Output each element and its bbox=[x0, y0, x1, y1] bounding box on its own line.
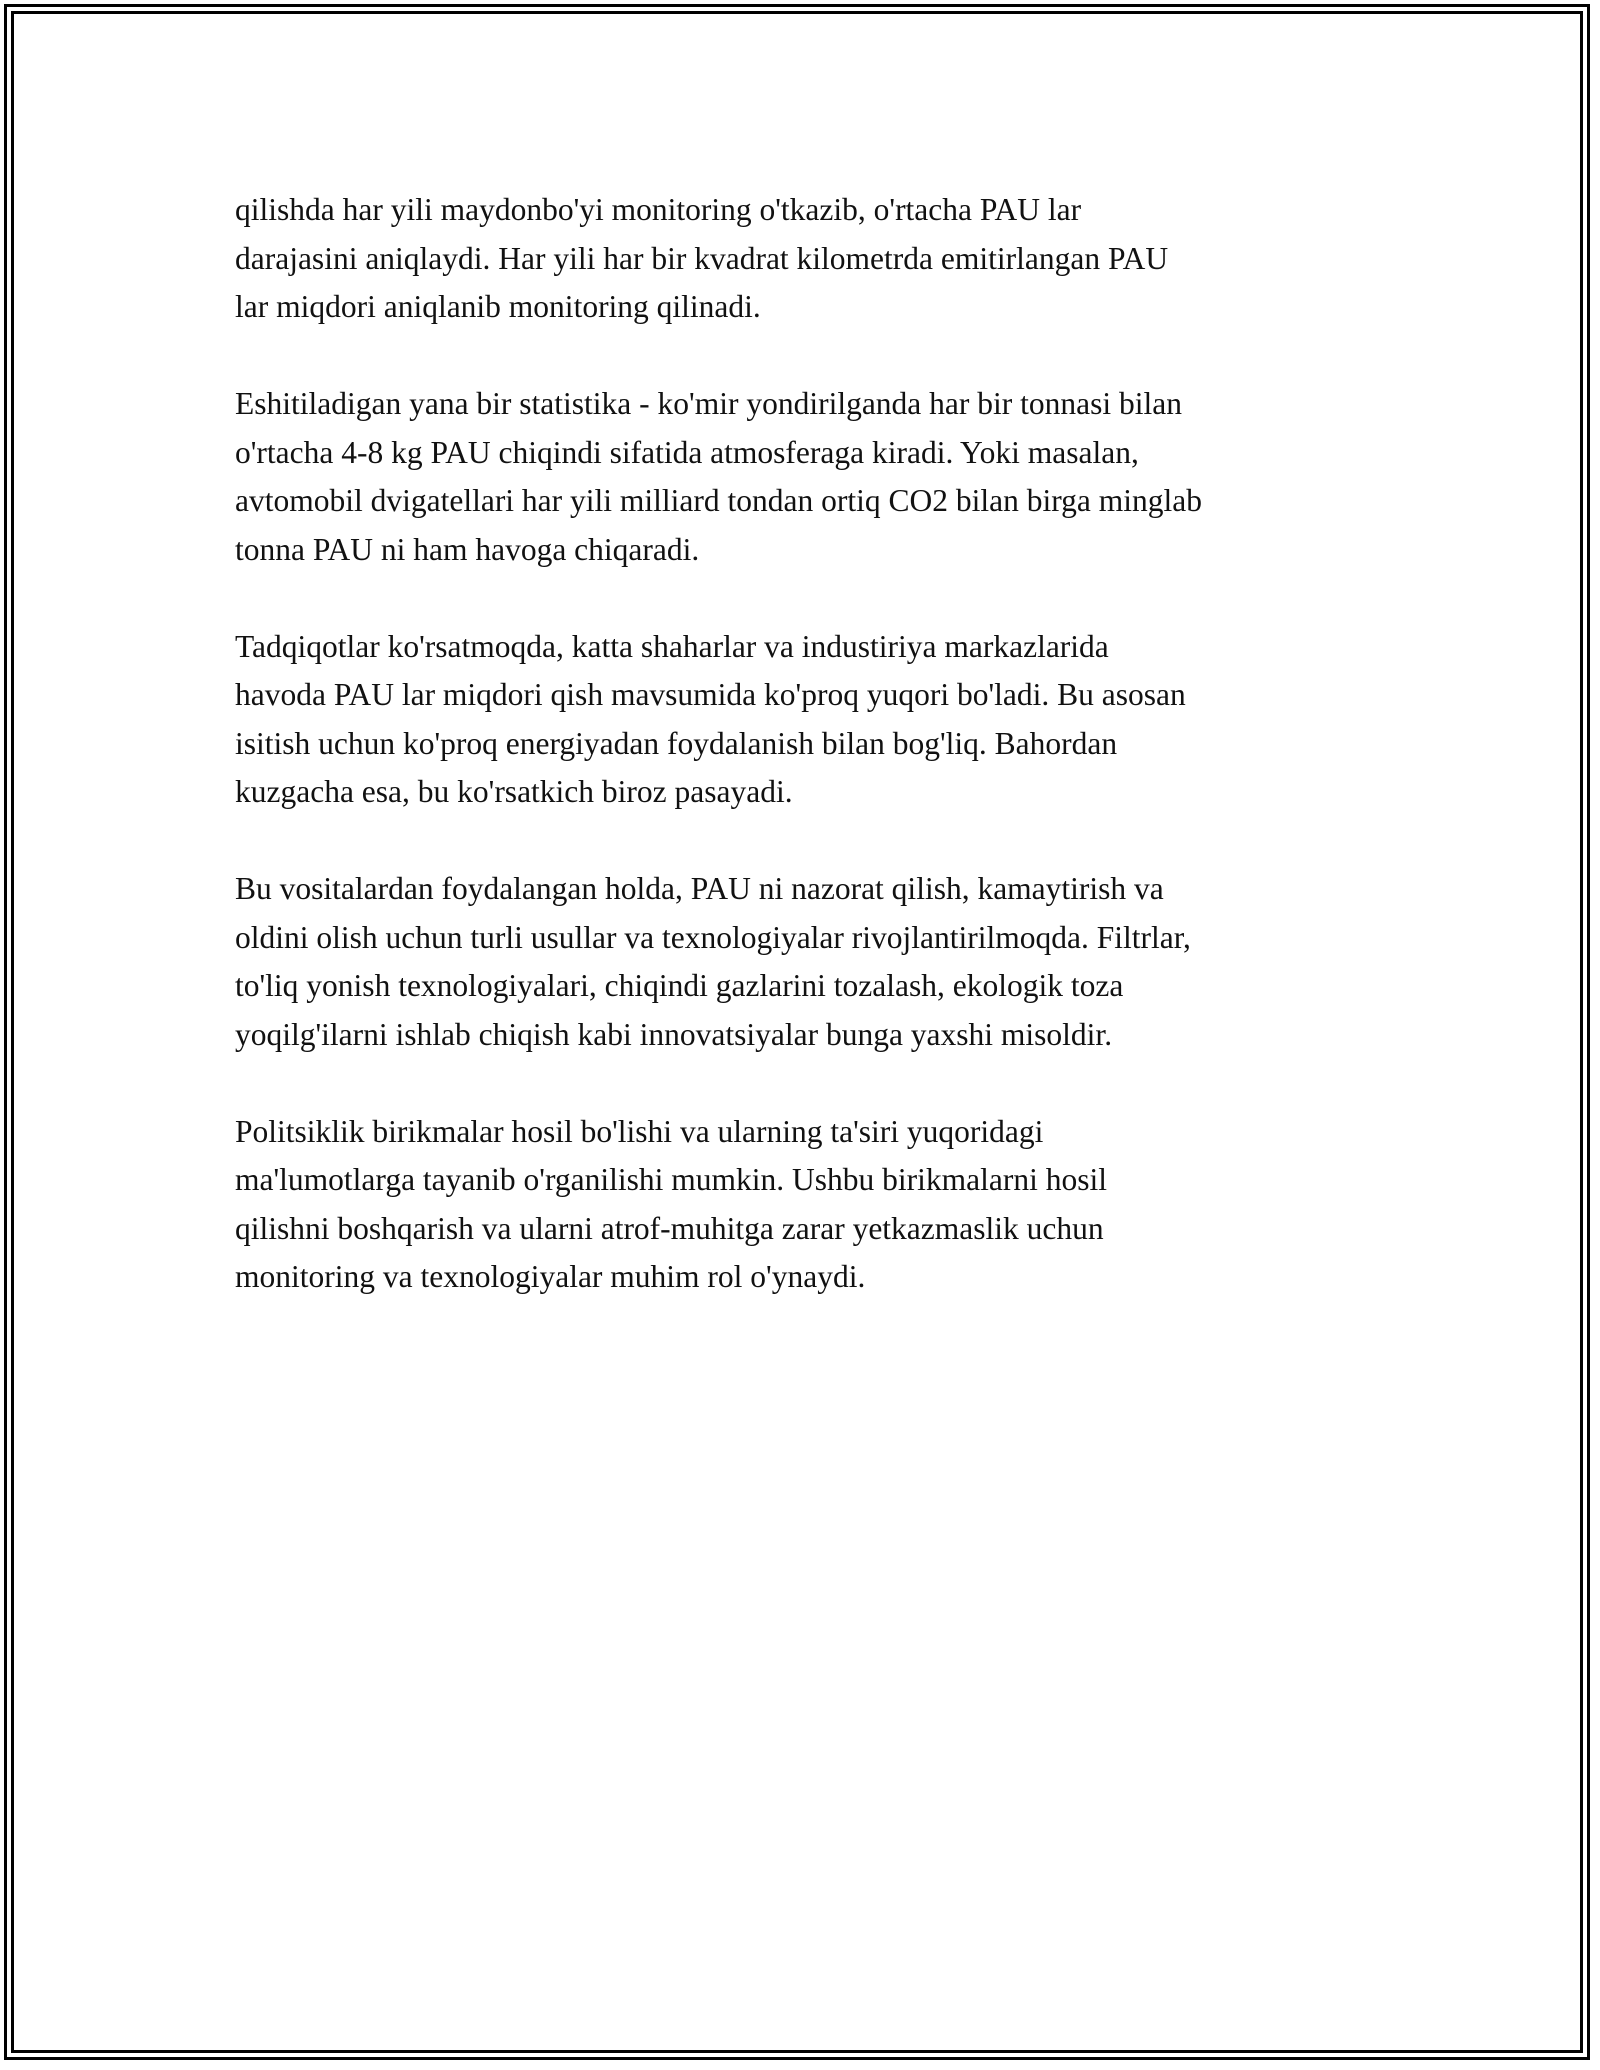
paragraph-1: qilishda har yili maydonbo'yi monitoring o'tkazib, o'rtacha PAU lar darajasini aniqlaydi. Har yili har bir kvadrat kilometrda emitirlangan PAU lar miqdori aniqlanib monitoring qilinadi. bbox=[235, 192, 1169, 324]
document-body bbox=[235, 186, 1385, 1350]
paragraph-3: Tadqiqotlar ko'rsatmoqda, katta shaharlar va industiriya markazlarida havoda PAU lar miqdori qish mavsumida ko'proq yuqori bo'ladi. Bu asosan isitish uchun ko'proq energiyadan foydalanish bilan bog'liq. Bahordan kuzgacha esa, bu ko'rsatkich biroz pasayadi. bbox=[235, 628, 1186, 809]
paragraph-2: Eshitiladigan yana bir statistika - ko'mir yondirilganda har bir tonnasi bilan o'rtacha 4-8 kg PAU chiqindi sifatida atmosferaga kiradi. Yoki masalan, avtomobil dvigatellari har yili milliard tondan ortiq CO2 bilan birga minglab tonna PAU ni ham havoga chiqaradi. bbox=[235, 386, 1202, 567]
paragraph-5: Politsiklik birikmalar hosil bo'lishi va ularning ta'siri yuqoridagi ma'lumotlarga tayanib o'rganilishi mumkin. Ushbu birikmalarni hosil qilishni boshqarish va ularni atrof-muhitga zarar yetkazmaslik uchun monitoring va texnologiyalar muhim rol o'ynaydi. bbox=[235, 1113, 1107, 1294]
paragraph-4: Bu vositalardan foydalangan holda, PAU ni nazorat qilish, kamaytirish va oldini olish uchun turli usullar va texnologiyalar rivojlantirilmoqda. Filtrlar, to'liq yonish texnologiyalari, chiqindi gazlarini tozalash, ekologik toza yoqilg'ilarni ishlab chiqish kabi innovatsiyalar bunga yaxshi misoldir. bbox=[235, 871, 1191, 1052]
